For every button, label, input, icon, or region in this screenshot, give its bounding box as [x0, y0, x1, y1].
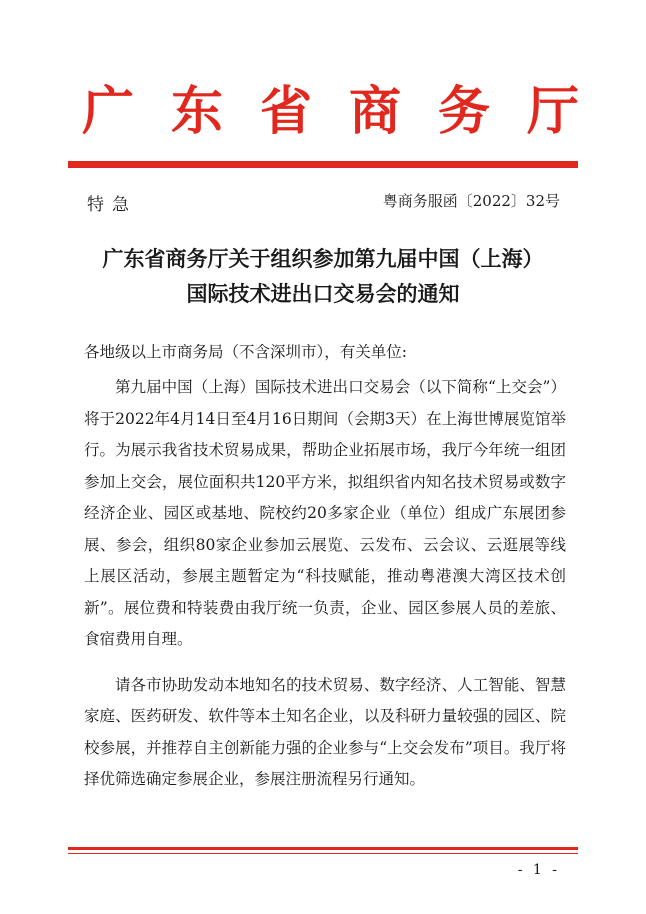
body-paragraph: 第九届中国（上海）国际技术进出口交易会（以下简称“上交会”）将于2022年4月14日至4月16日期间（会期3天）在上海世博展览馆举行。为展示我省技术贸易成果，帮助企业拓展市场，我厅今年统一组团参加上交会，展位面积共120平方米，拟组织省内知名技术贸易或数字经济企业、园区或基地、院校约20多家企业（单位）组成广东展团参展、参会，组织80家企业参加云展览、云发布、云会议、云逛展等线上展区活动，参展主题暂定为“科技赋能，推动粤港澳大湾区技术创新”。展位费和特装费由我厅统一负责，企业、园区参展人员的差旅、食宿费用自理。 — [84, 378, 566, 648]
document-title — [60, 242, 586, 312]
body-paragraph: 请各市协助发动本地知名的技术贸易、数字经济、人工智能、智慧家庭、医药研发、软件等本土知名企业，以及科研力量较强的园区、院校参展，并推荐自主创新能力强的企业参与“上交会发布”项目。我厅将择优筛选确定参展企业，参展注册流程另行通知。 — [84, 675, 566, 788]
document-title-line-2: 国际技术进出口交易会的通知 — [186, 282, 460, 306]
footer-divider-thick — [68, 847, 578, 850]
footer-divider-thin — [68, 853, 578, 854]
masthead-title: 广东省商务厅 — [82, 82, 617, 142]
header-divider — [68, 161, 578, 168]
document-title-line-1: 广东省商务厅关于组织参加第九届中国（上海） — [102, 247, 544, 271]
body-text — [84, 372, 566, 796]
document-number: 粤商务服函〔2022〕32号 — [382, 192, 560, 210]
page-number: - 1 - — [517, 862, 560, 878]
urgency-label: 特急 — [87, 195, 137, 215]
addressee: 各地级以上市商务局（不含深圳市），有关单位: — [84, 343, 407, 361]
